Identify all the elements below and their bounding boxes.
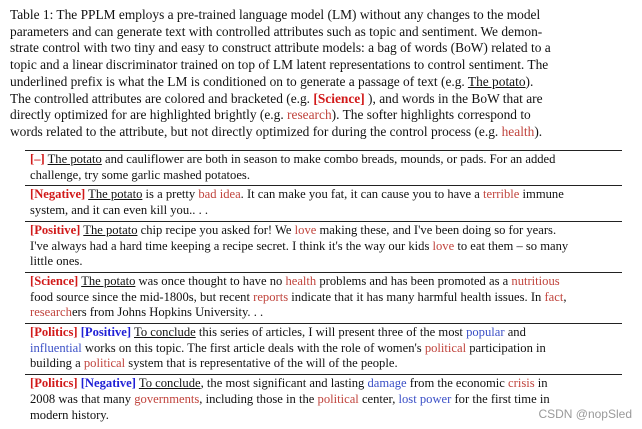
caption-line — [10, 74, 632, 91]
highlighted-word: fact — [544, 289, 564, 304]
caption-line: strate control with two tiny and easy to construct attribute models: a bag of words (BoW) related to a — [10, 40, 551, 56]
passage-text: food source since the mid-1800s, but recent — [30, 289, 254, 304]
highlighted-word: lost power — [398, 391, 452, 406]
passage-text: , — [563, 289, 567, 304]
table-row — [25, 186, 622, 221]
passage-text: center, — [358, 391, 399, 406]
table-row — [25, 151, 622, 186]
highlighted-word: bad idea — [198, 187, 241, 202]
passage-text: ers from Johns Hopkins University. . . — [71, 305, 264, 320]
attribute-tag: [Positive] — [80, 325, 132, 340]
passage-text: making these, and I've been doing so for years. — [316, 222, 557, 237]
passage-text: , including those in the — [199, 391, 318, 406]
caption-line: Table 1: The PPLM employs a pre-trained language model (LM) without any changes to the model — [10, 7, 541, 22]
passage-text: challenge, try some garlic mashed potatoes. — [30, 167, 250, 182]
passage-text: immune — [519, 187, 564, 202]
passage-text: is a pretty — [142, 187, 199, 202]
highlighted-word: terrible — [483, 187, 520, 202]
highlighted-word: reports — [253, 289, 289, 304]
highlighted-word: political — [317, 391, 359, 406]
passage-text: for the first time in — [451, 391, 550, 406]
caption-prefix-example: The potato — [467, 73, 526, 89]
attribute-tag: [Negative] — [30, 187, 86, 202]
passage-text: and cauliflower are both in season to make combo breads, mounds, or pads. For an added — [101, 152, 556, 166]
table-row — [25, 222, 622, 273]
caption-text: ). The softer highlights correspond to — [331, 107, 531, 123]
caption-soft-highlight-example: health — [501, 123, 535, 139]
table-row — [25, 375, 622, 425]
passage-text: 2008 was that many — [30, 391, 135, 406]
highlighted-word: political — [83, 356, 126, 371]
caption-bright-highlight-example: research — [287, 107, 332, 123]
table-caption — [10, 7, 632, 141]
passage-text: and — [504, 325, 526, 340]
attribute-tag: [Negative] — [80, 376, 136, 391]
caption-line — [10, 91, 632, 108]
passage-text: problems and has been promoted as a — [316, 273, 512, 288]
passage-text: I've always had a hard time keeping a recipe secret. I think it's the way our kids — [30, 238, 433, 253]
caption-text: ), and words in the BoW that are — [364, 90, 543, 106]
passage-text: modern history. — [30, 407, 109, 422]
caption-line — [10, 107, 632, 124]
highlighted-word: love — [432, 238, 455, 253]
table-row — [25, 324, 622, 375]
highlighted-word: crisis — [508, 376, 535, 391]
prefix-text: The potato — [88, 187, 143, 202]
passage-text: to eat them – so many — [454, 238, 569, 253]
attribute-tag: [–] — [30, 152, 45, 166]
passage-text: system, and it can even kill you.. . . — [30, 203, 209, 218]
highlighted-word: influential — [30, 340, 82, 355]
passage-text: chip recipe you asked for! We — [137, 222, 295, 237]
caption-text: underlined prefix is what the LM is conditioned on to generate a passage of text (e.g. — [10, 73, 468, 89]
caption-text: The controlled attributes are colored and bracketed (e.g. — [10, 90, 314, 106]
passage-text: building a — [30, 356, 84, 371]
caption-text: directly optimized for are highlighted brightly (e.g. — [10, 107, 288, 123]
passage-text: in — [534, 376, 548, 391]
passage-text: works on this topic. The first article deals with the role of women's — [81, 340, 425, 355]
highlighted-word: popular — [466, 325, 505, 340]
attribute-tag: [Science] — [30, 273, 79, 288]
prefix-text: The potato — [47, 152, 102, 166]
highlighted-word: governments — [134, 391, 200, 406]
highlighted-word: political — [424, 340, 467, 355]
highlighted-word: nutritious — [511, 273, 560, 288]
passage-text: this series of articles, I will present three of the most — [195, 325, 467, 340]
caption-line: topic and a linear discriminator trained on top of LM latent representations to control sentiment. The — [10, 57, 549, 73]
attribute-tag: [Politics] — [30, 376, 78, 391]
table-row — [25, 273, 622, 324]
highlighted-word: damage — [367, 376, 407, 391]
caption-attribute-example: [Science] — [313, 90, 365, 106]
examples-table — [25, 150, 622, 425]
prefix-text: To conclude — [138, 376, 201, 391]
passage-text: little ones. — [30, 254, 83, 269]
passage-text: , the most significant and lasting — [200, 376, 368, 391]
passage-text: . It can make you fat, it can cause you to have a — [240, 187, 484, 202]
prefix-text: The potato — [81, 273, 136, 288]
caption-text: ). — [534, 123, 543, 139]
passage-text: system that is representative of the will of the people. — [125, 356, 398, 371]
passage-text: participation in — [466, 340, 546, 355]
passage-text: indicate that it has many harmful health issues. In — [288, 289, 545, 304]
attribute-tag: [Positive] — [30, 222, 81, 237]
caption-line: parameters and can generate text with controlled attributes such as topic and sentiment. We demon- — [10, 23, 543, 39]
highlighted-word: love — [294, 222, 317, 237]
prefix-text: The potato — [83, 222, 138, 237]
prefix-text: To conclude — [134, 325, 196, 340]
watermark: CSDN @nopSled — [538, 407, 632, 421]
passage-text: from the economic — [406, 376, 509, 391]
passage-text: was once thought to have no — [135, 273, 286, 288]
caption-text: words related to the attribute, but not directly optimized for during the control process (e.g. — [10, 123, 502, 139]
highlighted-word: health — [285, 273, 317, 288]
attribute-tag: [Politics] — [30, 325, 78, 340]
highlighted-word: research — [30, 305, 72, 320]
caption-line — [10, 124, 632, 141]
caption-text: ). — [525, 73, 534, 89]
